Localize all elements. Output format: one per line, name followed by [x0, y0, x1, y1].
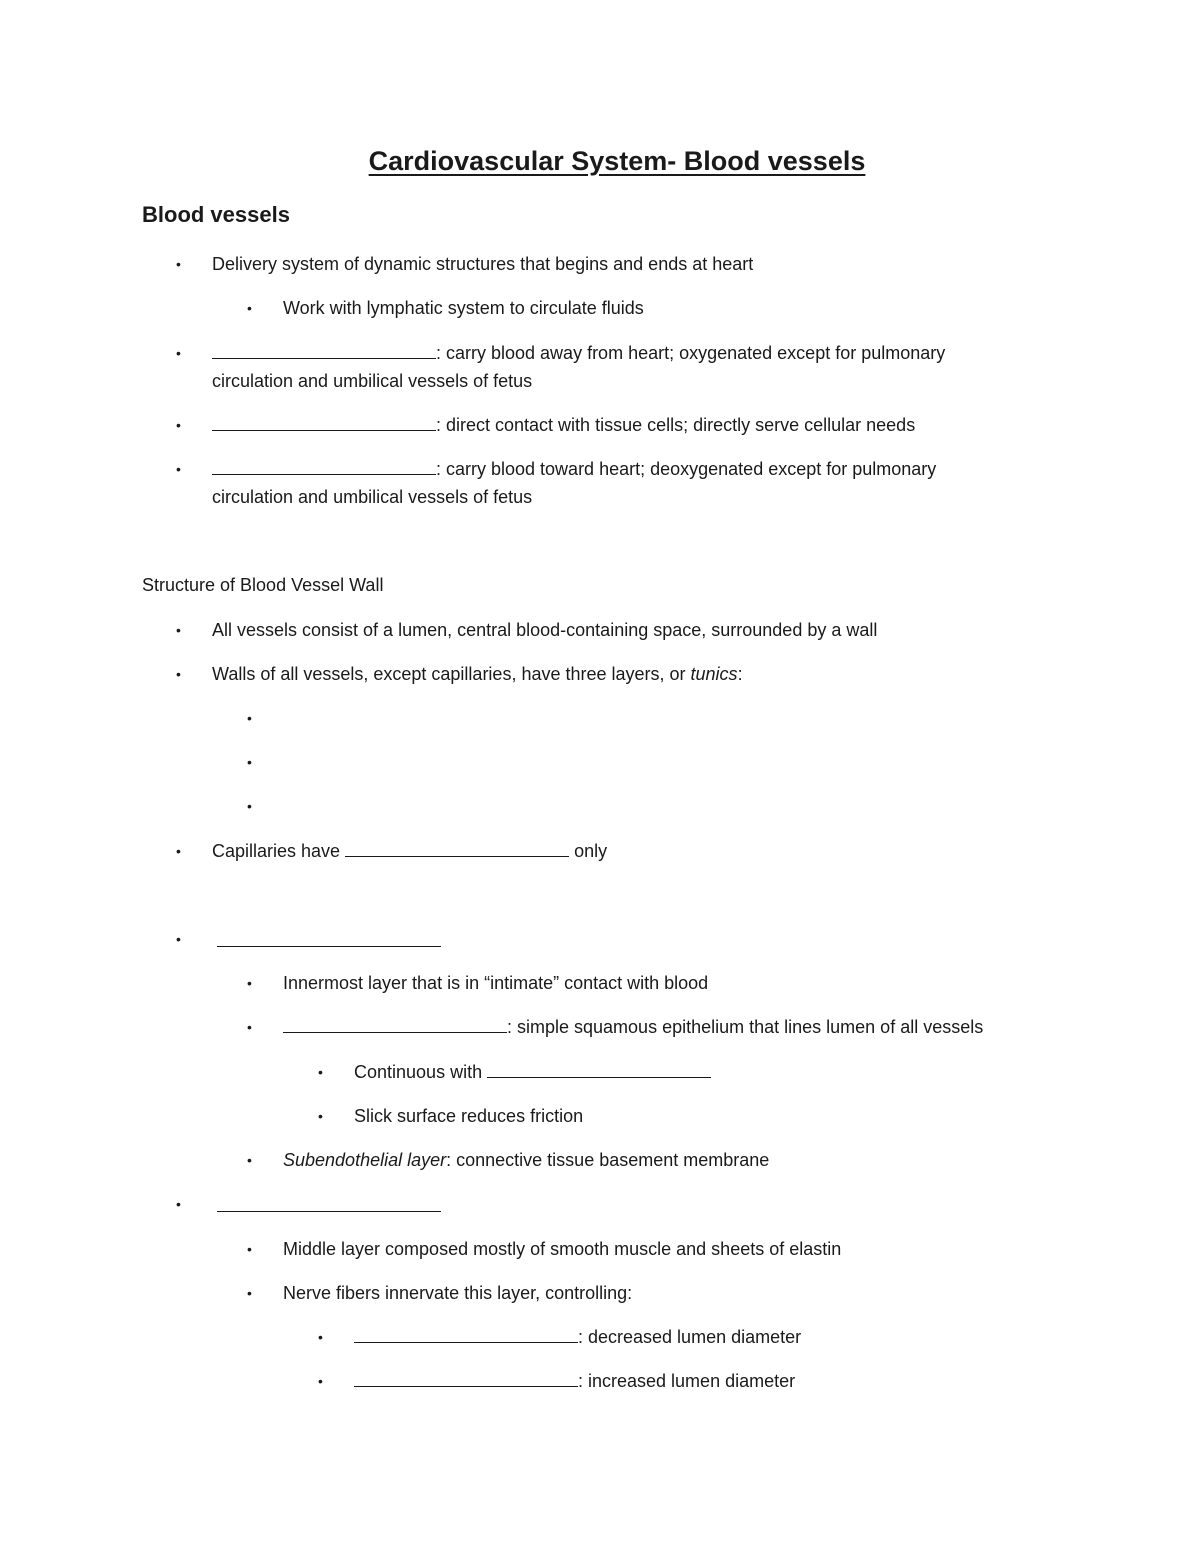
- bullet: •: [318, 1064, 323, 1080]
- list-item-text: Walls of all vessels, except capillaries, have three layers, or: [212, 664, 691, 684]
- bullet: •: [176, 622, 181, 638]
- bullet: •: [247, 1019, 252, 1035]
- bullet: •: [318, 1108, 323, 1124]
- bullet: •: [318, 1329, 323, 1345]
- bullet: •: [176, 417, 181, 433]
- bullet: •: [176, 256, 181, 272]
- fill-in-blank[interactable]: [212, 412, 436, 431]
- list-item-text: : direct contact with tissue cells; directly serve cellular needs: [436, 415, 916, 435]
- list-item-text: : increased lumen diameter: [578, 1371, 796, 1391]
- bullet: •: [247, 1285, 252, 1301]
- list-item-text: : carry blood away from heart; oxygenated except for pulmonary: [436, 343, 946, 363]
- section-heading-blood-vessels: Blood vessels: [142, 202, 290, 227]
- list-item: [283, 1013, 983, 1041]
- list-item: Nerve fibers innervate this layer, controlling:: [283, 1283, 633, 1303]
- bullet: •: [318, 1373, 323, 1389]
- bullet: •: [176, 1196, 181, 1212]
- list-item-text: only: [569, 841, 608, 861]
- list-item-text: Continuous with: [354, 1062, 488, 1082]
- fill-in-blank[interactable]: [345, 838, 569, 857]
- bullet: •: [176, 931, 181, 947]
- list-item: Delivery system of dynamic structures that begins and ends at heart: [212, 254, 754, 274]
- list-item: [212, 411, 915, 439]
- list-item: [354, 1367, 795, 1395]
- bullet: •: [176, 345, 181, 361]
- list-item-continuation: circulation and umbilical vessels of fetus: [212, 371, 533, 391]
- bullet: •: [247, 1152, 252, 1168]
- list-item: [212, 837, 607, 865]
- fill-in-blank[interactable]: [212, 340, 436, 359]
- list-item-text: : decreased lumen diameter: [578, 1327, 802, 1347]
- bullet: •: [176, 461, 181, 477]
- page-title: Cardiovascular System- Blood vessels: [368, 146, 866, 176]
- empty-bullet: •: [247, 754, 252, 770]
- list-item: [212, 455, 936, 483]
- bullet: •: [247, 975, 252, 991]
- fill-in-blank[interactable]: [212, 456, 436, 475]
- list-item: [212, 660, 743, 688]
- section-heading-structure: Structure of Blood Vessel Wall: [142, 575, 384, 595]
- list-item: [283, 1146, 769, 1174]
- list-item-text: :: [737, 664, 743, 684]
- fill-in-blank[interactable]: [354, 1368, 578, 1387]
- list-item-continuation: circulation and umbilical vessels of fetus: [212, 487, 533, 507]
- fill-in-blank[interactable]: [283, 1014, 507, 1033]
- fill-in-blank[interactable]: [487, 1059, 711, 1078]
- fill-in-blank[interactable]: [217, 932, 441, 947]
- empty-bullet: •: [247, 710, 252, 726]
- list-item-text: : connective tissue basement membrane: [446, 1150, 770, 1170]
- list-item: [354, 1058, 711, 1086]
- list-item: [354, 1323, 801, 1351]
- list-item: Slick surface reduces friction: [354, 1106, 584, 1126]
- bullet: •: [247, 1241, 252, 1257]
- list-item-text: : carry blood toward heart; deoxygenated except for pulmonary: [436, 459, 937, 479]
- italic-term: Subendothelial layer: [283, 1150, 447, 1170]
- list-item: [212, 339, 945, 367]
- fill-in-blank[interactable]: [217, 1197, 441, 1212]
- bullet: •: [176, 666, 181, 682]
- list-item: Work with lymphatic system to circulate fluids: [283, 298, 644, 318]
- bullet: •: [176, 843, 181, 859]
- list-item: All vessels consist of a lumen, central blood-containing space, surrounded by a wall: [212, 620, 878, 640]
- bullet: •: [247, 300, 252, 316]
- empty-bullet: •: [247, 798, 252, 814]
- list-item: Middle layer composed mostly of smooth muscle and sheets of elastin: [283, 1239, 842, 1259]
- list-item-text: Capillaries have: [212, 841, 346, 861]
- list-item-text: : simple squamous epithelium that lines lumen of all vessels: [507, 1017, 984, 1037]
- italic-term: tunics: [690, 664, 738, 684]
- fill-in-blank[interactable]: [354, 1324, 578, 1343]
- list-item: Innermost layer that is in “intimate” contact with blood: [283, 973, 709, 993]
